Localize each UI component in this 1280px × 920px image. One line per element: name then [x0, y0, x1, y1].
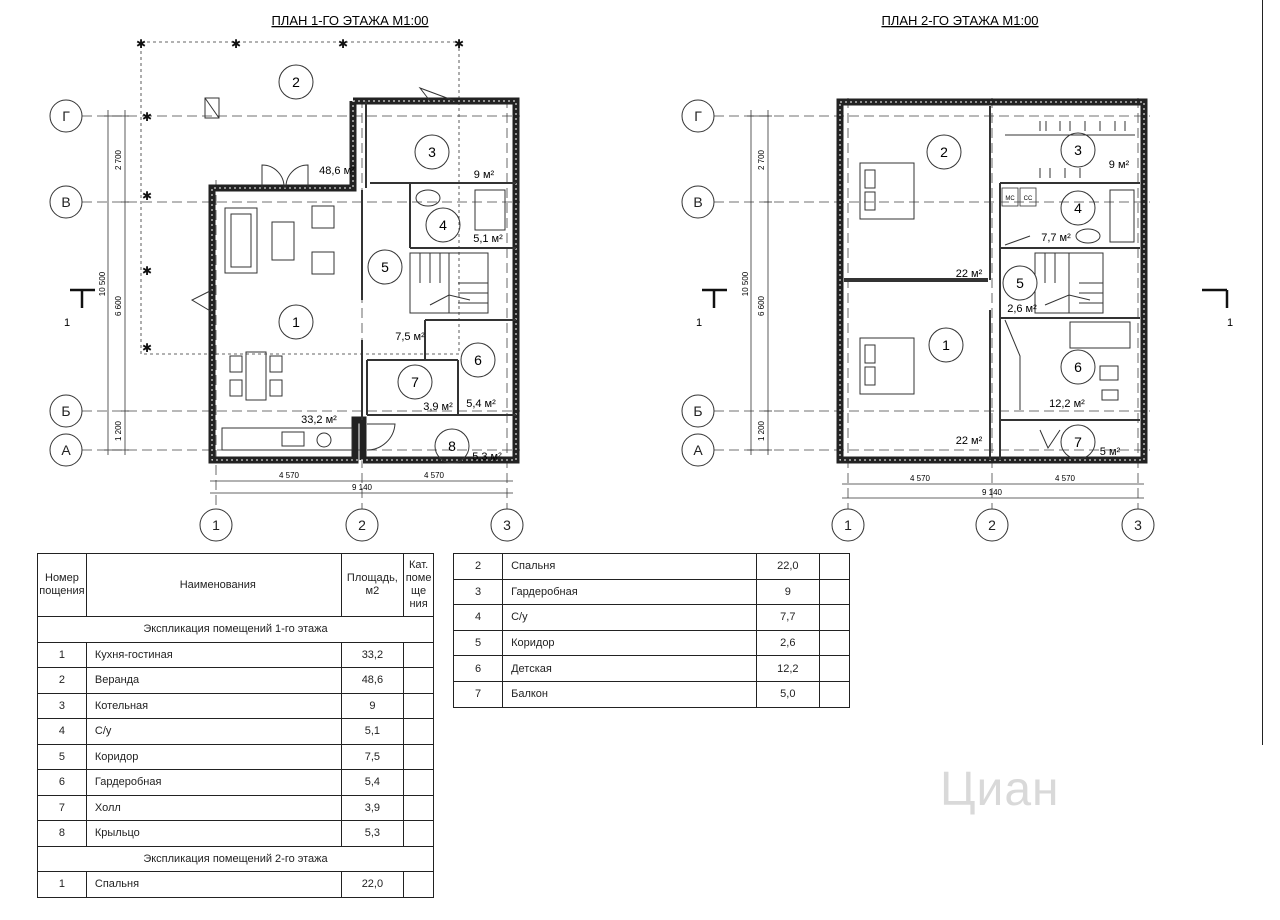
- table-row: [454, 630, 850, 656]
- f2-room-3-num: 3: [1074, 142, 1082, 158]
- f2-dim-v-2700: 2 700: [757, 149, 766, 171]
- row-area: 9: [341, 693, 403, 719]
- row-category: [819, 681, 849, 707]
- f2-room-6-num: 6: [1074, 359, 1082, 375]
- row-num: 6: [38, 770, 87, 796]
- f1-room-1-num: 1: [292, 314, 300, 330]
- table-row: [38, 795, 434, 821]
- row-num: 1: [38, 642, 87, 668]
- f1-dim-v-10500: 10 500: [98, 271, 107, 297]
- floor1-title: ПЛАН 1-ГО ЭТАЖА М1:00: [271, 13, 429, 28]
- f2-axis-2: 2: [988, 517, 996, 533]
- row-num: 2: [454, 554, 503, 580]
- section-floor2-title: Экспликация помещений 2-го этажа: [38, 846, 434, 872]
- f1-dim-h-a: 4 570: [278, 471, 300, 480]
- row-name: Коридор: [86, 744, 341, 770]
- row-name: Спальня: [503, 554, 757, 580]
- f1-room-3-num: 3: [428, 144, 436, 160]
- f1-axis-2: 2: [358, 517, 366, 533]
- row-category: [819, 656, 849, 682]
- table-row: [454, 656, 850, 682]
- row-num: 7: [454, 681, 503, 707]
- row-num: 3: [454, 579, 503, 605]
- f2-room-2-num: 2: [940, 144, 948, 160]
- f2-dim-v-10500: 10 500: [741, 271, 750, 297]
- section-floor1-title: Экспликация помещений 1-го этажа: [38, 617, 434, 643]
- row-name: Спальня: [86, 872, 341, 898]
- row-num: 4: [38, 719, 87, 745]
- row-num: 6: [454, 656, 503, 682]
- f2-dim-v-6600: 6 600: [757, 295, 766, 317]
- row-num: 2: [38, 668, 87, 694]
- row-area: 9: [756, 579, 819, 605]
- row-num: 5: [454, 630, 503, 656]
- f2-section-label: 1: [695, 317, 703, 329]
- row-num: 1: [38, 872, 87, 898]
- row-name: Гардеробная: [86, 770, 341, 796]
- room-schedule-table-1: [37, 553, 434, 898]
- row-area: 7,5: [341, 744, 403, 770]
- row-area: 2,6: [756, 630, 819, 656]
- row-num: 7: [38, 795, 87, 821]
- table-row: [38, 668, 434, 694]
- f1-dim-v-6600: 6 600: [114, 295, 123, 317]
- row-name: Крыльцо: [86, 821, 341, 847]
- table-row: [38, 821, 434, 847]
- floor2-title: ПЛАН 2-ГО ЭТАЖА М1:00: [881, 13, 1039, 28]
- f2-room-2-area: 22 м²: [955, 268, 983, 280]
- header-room-name: Наименования: [86, 554, 341, 617]
- f1-room-4-num: 4: [439, 217, 447, 233]
- row-name: Балкон: [503, 681, 757, 707]
- floor1-plan: [50, 13, 523, 541]
- f1-room-8-num: 8: [448, 438, 456, 454]
- f2-room-6-area: 12,2 м²: [1049, 398, 1085, 410]
- fixture-ss-label: СС: [1023, 196, 1033, 202]
- f2-dim-h-b: 4 570: [1054, 474, 1076, 483]
- f1-dim-h-total: 9 140: [351, 483, 373, 492]
- f2-dim-h-a: 4 570: [909, 474, 931, 483]
- row-name: С/у: [503, 605, 757, 631]
- table-row: [454, 579, 850, 605]
- row-category: [404, 668, 434, 694]
- f2-section-label-right: 1: [1226, 317, 1234, 329]
- row-area: 5,0: [756, 681, 819, 707]
- row-area: 33,2: [341, 642, 403, 668]
- f1-room-2-area: 48,6 м²: [319, 165, 355, 177]
- row-category: [404, 719, 434, 745]
- f1-axis-b: Б: [61, 403, 71, 419]
- svg-text:✱: ✱: [141, 110, 153, 124]
- row-category: [404, 872, 434, 898]
- header-area: Площадь, м2: [341, 554, 403, 617]
- f1-dim-h-b: 4 570: [423, 471, 445, 480]
- f1-axis-v: В: [61, 194, 71, 210]
- f2-room-7-num: 7: [1074, 434, 1082, 450]
- row-category: [404, 642, 434, 668]
- row-category: [819, 579, 849, 605]
- floor1-room-labels: [279, 65, 503, 463]
- table-header-row: [38, 554, 434, 617]
- f2-axis-3: 3: [1134, 517, 1142, 533]
- header-room-number: Номер пощения: [38, 554, 87, 617]
- f1-section-label: 1: [63, 317, 71, 329]
- floor2-plan: [682, 13, 1233, 541]
- row-area: 5,1: [341, 719, 403, 745]
- floor2-room-labels: [927, 133, 1130, 459]
- row-area: 22,0: [756, 554, 819, 580]
- row-name: Гардеробная: [503, 579, 757, 605]
- row-area: 48,6: [341, 668, 403, 694]
- table-row: [38, 693, 434, 719]
- room-schedule-table-2: [453, 553, 850, 708]
- row-category: [404, 821, 434, 847]
- fixture-ms-label: МС: [1005, 196, 1015, 202]
- table-section-row: [38, 846, 434, 872]
- svg-text:✱: ✱: [141, 341, 153, 355]
- row-area: 3,9: [341, 795, 403, 821]
- f2-dim-v-1200: 1 200: [757, 420, 766, 442]
- f2-axis-b: Б: [693, 403, 703, 419]
- row-category: [404, 744, 434, 770]
- table-row: [38, 744, 434, 770]
- f2-room-3-area: 9 м²: [1108, 159, 1130, 171]
- f1-dim-v-1200: 1 200: [114, 420, 123, 442]
- f1-room-3-area: 9 м²: [473, 169, 495, 181]
- row-category: [819, 605, 849, 631]
- row-num: 3: [38, 693, 87, 719]
- row-name: Коридор: [503, 630, 757, 656]
- f2-room-4-num: 4: [1074, 200, 1082, 216]
- table-row: [454, 554, 850, 580]
- f1-axis-g: Г: [62, 108, 70, 124]
- table-section-row: [38, 617, 434, 643]
- row-area: 22,0: [341, 872, 403, 898]
- row-area: 5,3: [341, 821, 403, 847]
- table-row: [38, 872, 434, 898]
- f1-room-7-area: 3,9 м²: [423, 401, 453, 413]
- watermark-logo: Циан: [940, 763, 1060, 816]
- svg-text:✱: ✱: [141, 264, 153, 278]
- table-row: [454, 681, 850, 707]
- header-category: Кат. поме ще ния: [404, 554, 434, 617]
- f1-axis-3: 3: [503, 517, 511, 533]
- row-category: [819, 554, 849, 580]
- row-category: [404, 693, 434, 719]
- f1-corridor-area: 7,5 м²: [395, 331, 425, 343]
- f2-axis-1: 1: [844, 517, 852, 533]
- f2-axis-g: Г: [694, 108, 702, 124]
- f1-room-2-num: 2: [292, 74, 300, 90]
- f2-dim-h-total: 9 140: [981, 488, 1003, 497]
- table-row: [454, 605, 850, 631]
- f2-room-7-area: 5 м²: [1099, 446, 1121, 458]
- f1-room-8-area: 5,3 м²: [472, 451, 502, 463]
- f1-room-1-area: 33,2 м²: [301, 414, 337, 426]
- f1-dim-v-2700: 2 700: [114, 149, 123, 171]
- row-category: [819, 630, 849, 656]
- table-row: [38, 770, 434, 796]
- svg-text:✱: ✱: [453, 37, 465, 51]
- f1-axis-a: А: [61, 442, 71, 458]
- table-row: [38, 642, 434, 668]
- row-area: 7,7: [756, 605, 819, 631]
- f1-room-6-num: 6: [474, 352, 482, 368]
- row-name: С/у: [86, 719, 341, 745]
- row-name: Детская: [503, 656, 757, 682]
- f2-room-5-num: 5: [1016, 275, 1024, 291]
- f2-axis-v: В: [693, 194, 703, 210]
- row-num: 5: [38, 744, 87, 770]
- f2-room-1-area: 22 м²: [955, 435, 983, 447]
- f2-room-1-num: 1: [942, 337, 950, 353]
- row-category: [404, 795, 434, 821]
- f1-axis-1: 1: [212, 517, 220, 533]
- svg-text:✱: ✱: [135, 37, 147, 51]
- row-name: Холл: [86, 795, 341, 821]
- row-area: 5,4: [341, 770, 403, 796]
- row-num: 8: [38, 821, 87, 847]
- row-name: Веранда: [86, 668, 341, 694]
- f1-room-6-area: 5,4 м²: [466, 398, 496, 410]
- f2-axis-a: А: [693, 442, 703, 458]
- f2-room-4-area: 7,7 м²: [1041, 232, 1071, 244]
- row-area: 12,2: [756, 656, 819, 682]
- f1-room-5-num: 5: [381, 259, 389, 275]
- f1-room-7-num: 7: [411, 374, 419, 390]
- table-row: [38, 719, 434, 745]
- f1-room-4-area: 5,1 м²: [473, 233, 503, 245]
- sheet-right-border: [1262, 0, 1280, 745]
- row-category: [404, 770, 434, 796]
- veranda-outline: [141, 42, 459, 354]
- svg-text:✱: ✱: [230, 37, 242, 51]
- row-name: Кухня-гостиная: [86, 642, 341, 668]
- row-name: Котельная: [86, 693, 341, 719]
- svg-text:✱: ✱: [141, 189, 153, 203]
- f2-room-5-area: 2,6 м²: [1007, 303, 1037, 315]
- row-num: 4: [454, 605, 503, 631]
- svg-text:✱: ✱: [337, 37, 349, 51]
